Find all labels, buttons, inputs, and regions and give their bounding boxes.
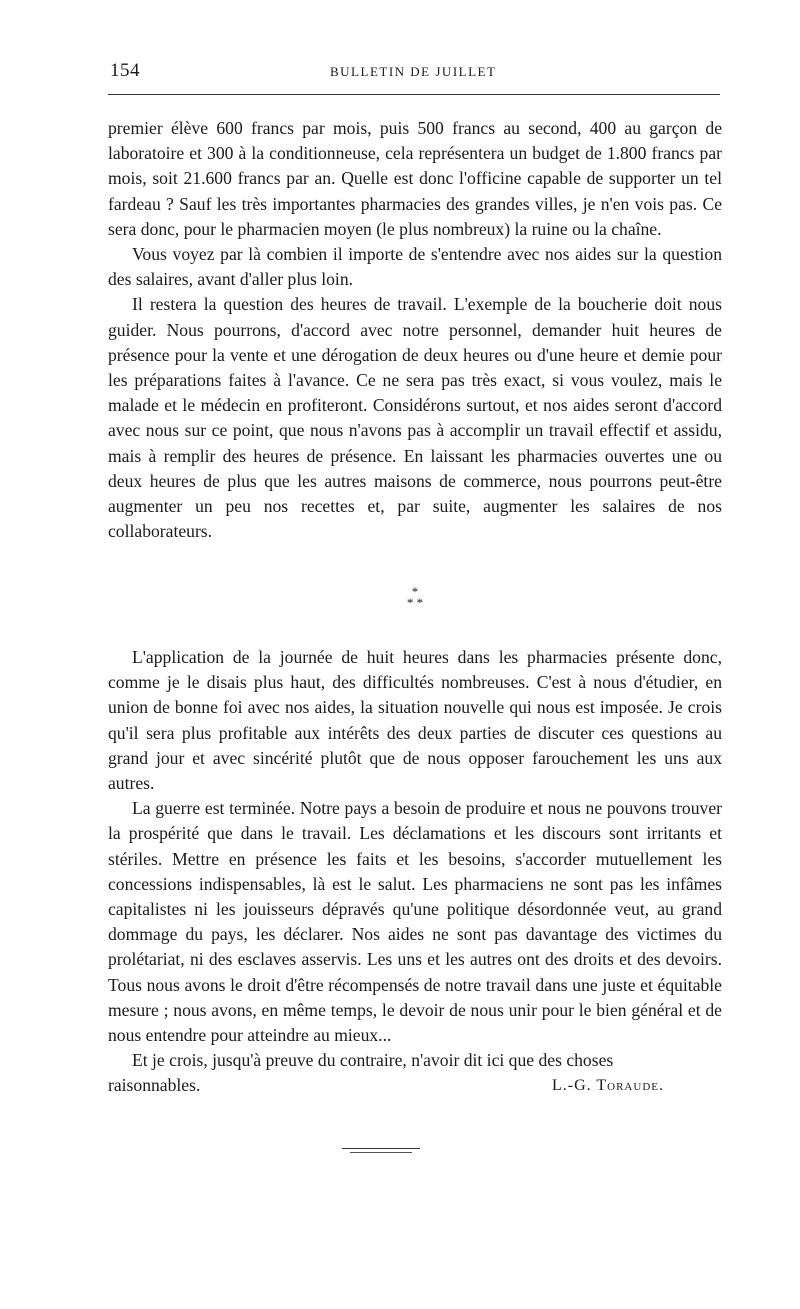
- author-signature: L.-G. Toraude.: [552, 1077, 664, 1095]
- end-rule-secondary: [350, 1152, 412, 1153]
- paragraph: Vous voyez par là combien il importe de s'entendre avec nos aides sur la question des salaires, avant d'aller plus loin.: [108, 244, 722, 290]
- paragraph: premier élève 600 francs par mois, puis 500 francs au second, 400 au garçon de laboratoire et 300 à la conditionneuse, cela représentera un budget de 1.800 francs par mois, soit 21.600 francs par an. Quelle est donc l'officine capable de supporter un tel fardeau ? Sauf les très importantes pharmacies des grandes villes, je n'en vois pas. Ce sera donc, pour le pharmacien moyen (le plus nombreux) la ruine ou la chaîne.: [108, 118, 722, 239]
- page-number: 154: [110, 60, 140, 81]
- text-block-1: [108, 116, 722, 544]
- text-block-2: [108, 645, 722, 1099]
- asterism-bottom: * *: [406, 595, 424, 610]
- paragraph: La guerre est terminée. Notre pays a besoin de produire et nous ne pouvons trouver la prospérité que dans le travail. Les déclamations et les discours sont irritants et stériles. Mettre en présence les faits et les besoins, s'accorder mutuellement les concessions indispensables, là est le salut. Les pharmaciens ne sont pas les infâmes capitalistes ni les jouisseurs dépravés qu'une politique désordonnée veut, au grand dommage du pays, les déclarer. Nos aides ne sont pas davantage des victimes du prolétariat, ni des esclaves asservis. Les uns et les autres ont des droits et des devoirs. Tous nous avons le droit d'être récompensés de notre travail dans une juste et équitable mesure ; nous avons, en même temps, le devoir de nous unir pour le bien général et de nous entendre pour atteindre au mieux...: [108, 798, 722, 1046]
- end-rule: [342, 1148, 420, 1149]
- asterism-top: *: [411, 584, 419, 599]
- paragraph: Et je crois, jusqu'à preuve du contraire, n'avoir dit ici que des choses: [132, 1050, 614, 1071]
- closing-word: raisonnables.: [108, 1075, 201, 1096]
- paragraph: L'application de la journée de huit heures dans les pharmacies présente donc, comme je le disais plus haut, des difficultés nombreuses. C'est à nous d'étudier, en union de bonne foi avec nos aides, la situation nouvelle qui nous est imposée. Je crois qu'il sera plus profitable aux intérêts des deux parties de discuter ces questions au grand jour et avec sincérité plutôt que de nous opposer farouchement les uns aux autres.: [108, 647, 722, 794]
- paragraph: Il restera la question des heures de travail. L'exemple de la boucherie doit nous guider. Nous pourrons, d'accord avec notre personnel, demander huit heures de présence pour la vente et une dérogation de deux heures ou d'une heure et demie pour les préparations faites à l'avance. Ce ne sera pas très exact, si vous voulez, mais le malade et le médecin en profiteront. Considérons surtout, et nos aides seront d'accord avec nous sur ce point, que nous n'avons pas à accomplir un travail effectif et assidu, mais à remplir des heures de présence. En laissant les pharmacies ouvertes une ou deux heures de plus que les autres maisons de commerce, nous pourrons peut-être augmenter un peu nos recettes et, par suite, augmenter les salaires de nos collaborateurs.: [108, 294, 722, 542]
- signoff-line: [108, 1073, 722, 1098]
- section-asterism: [395, 586, 435, 608]
- running-title: BULLETIN DE JUILLET: [330, 64, 497, 79]
- header-rule: [108, 94, 720, 95]
